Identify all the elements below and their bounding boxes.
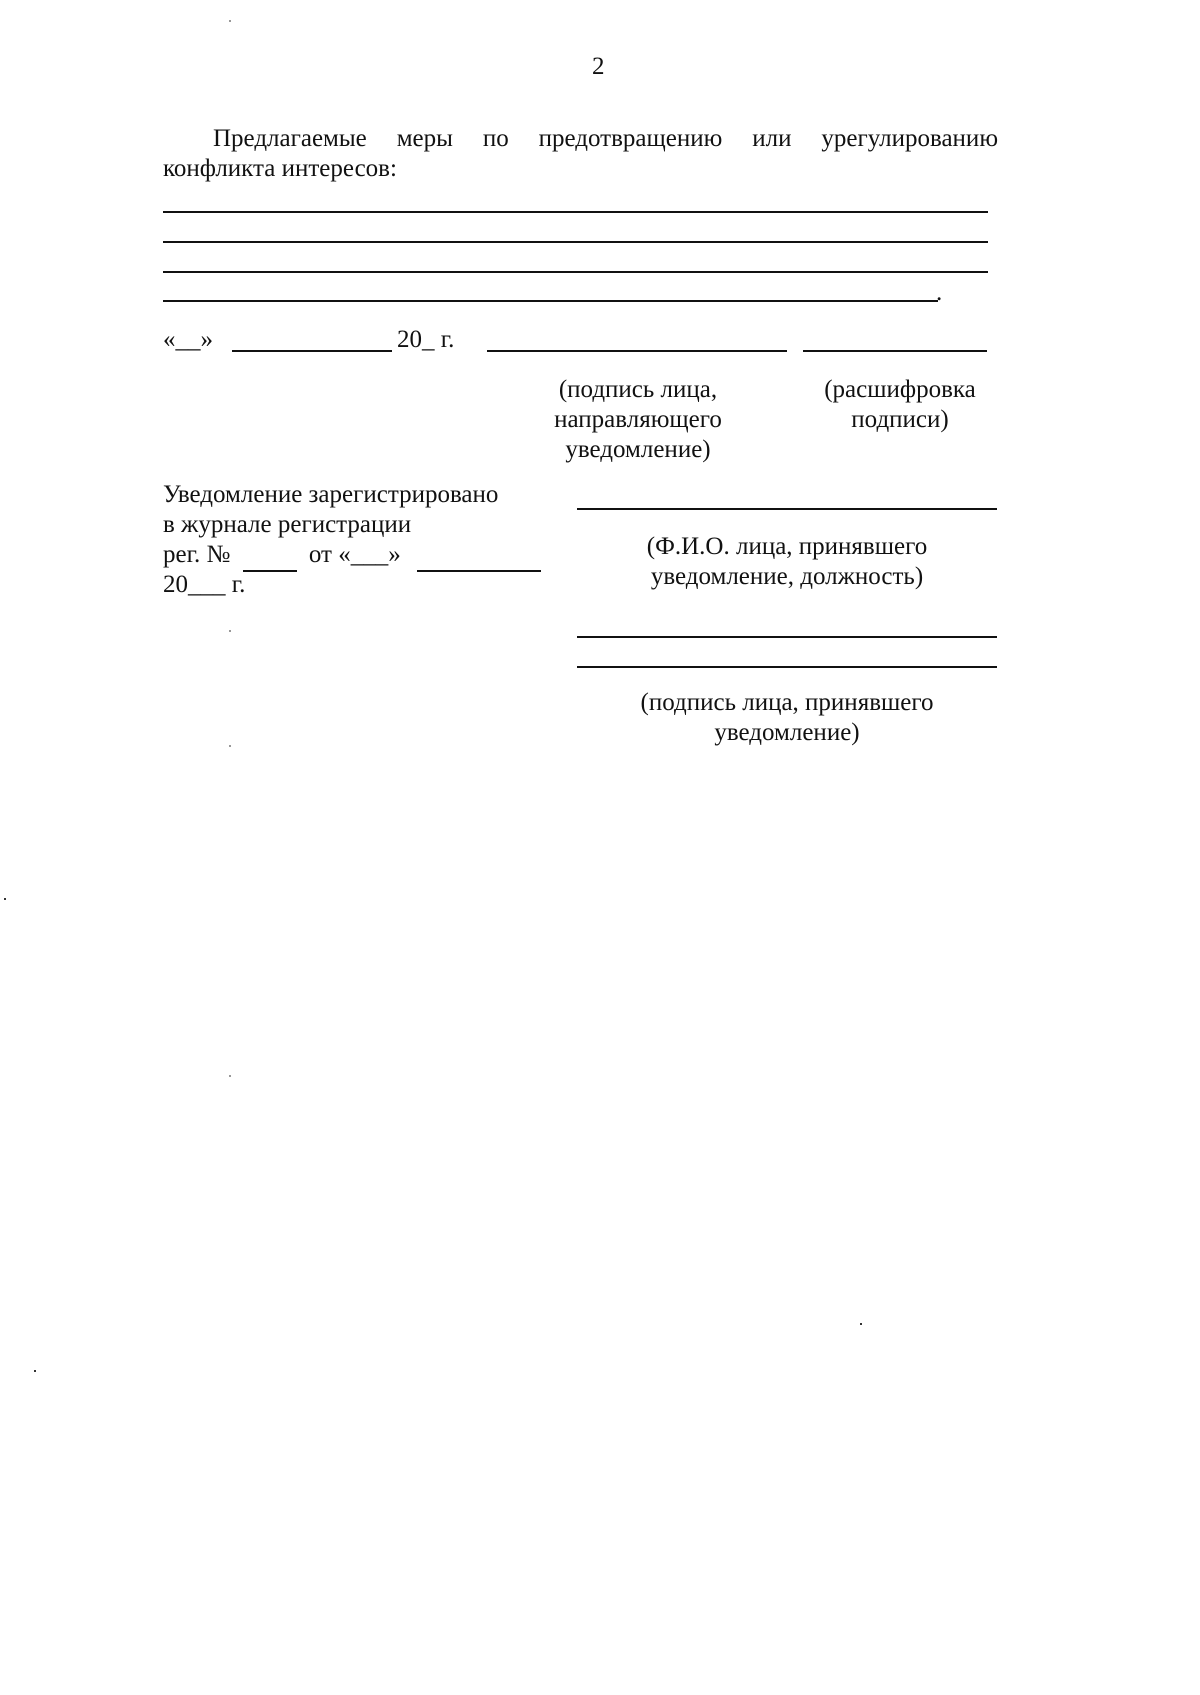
measures-paragraph: Предлагаемые меры по предотвращению или урегулированию конфликта интересов: bbox=[163, 125, 998, 182]
signature-blank[interactable] bbox=[487, 350, 787, 352]
receiver-name-caption bbox=[577, 532, 997, 592]
registration-line: Уведомление зарегистрировано bbox=[163, 481, 499, 508]
page-number: 2 bbox=[592, 53, 605, 80]
caption-line: уведомление, должность) bbox=[650, 563, 924, 590]
scan-speck bbox=[229, 20, 231, 22]
date-day-field: «__» bbox=[163, 326, 213, 353]
caption-line: (подпись лица, bbox=[558, 376, 718, 403]
caption-line: (расшифровка bbox=[824, 376, 976, 403]
scan-speck bbox=[229, 1075, 231, 1077]
caption-line: (Ф.И.О. лица, принявшего bbox=[646, 533, 928, 560]
reg-date-month-blank[interactable] bbox=[417, 540, 541, 572]
measures-blank-line-2[interactable] bbox=[163, 241, 988, 243]
measures-blank-line-3[interactable] bbox=[163, 271, 988, 273]
caption-line: подписи) bbox=[851, 406, 949, 433]
measures-blank-line-1[interactable] bbox=[163, 211, 988, 213]
signer-caption bbox=[528, 375, 748, 465]
receiver-signature-blank-1[interactable] bbox=[577, 636, 997, 638]
scan-speck bbox=[4, 898, 6, 900]
scan-speck bbox=[34, 1370, 36, 1372]
date-year: 20_ г. bbox=[397, 326, 455, 353]
scan-speck bbox=[860, 1323, 862, 1325]
registration-line: в журнале регистрации bbox=[163, 511, 412, 538]
date-month-blank[interactable] bbox=[232, 350, 392, 352]
signature-decoding-blank[interactable] bbox=[803, 350, 987, 352]
scan-speck bbox=[229, 745, 231, 747]
registration-block bbox=[163, 480, 541, 600]
caption-line: уведомление) bbox=[714, 719, 860, 746]
measures-blank-line-4[interactable] bbox=[163, 300, 938, 302]
registration-number-row bbox=[163, 540, 541, 570]
receiver-name-blank[interactable] bbox=[577, 508, 997, 510]
caption-line: уведомление) bbox=[565, 436, 711, 463]
reg-number-label: рег. № bbox=[163, 541, 231, 568]
receiver-signature-caption bbox=[577, 688, 997, 748]
caption-line: (подпись лица, принявшего bbox=[640, 689, 934, 716]
decoding-caption bbox=[800, 375, 1000, 435]
caption-line: направляющего bbox=[554, 406, 722, 433]
reg-number-blank[interactable] bbox=[243, 540, 297, 572]
scan-speck bbox=[229, 630, 231, 632]
reg-date-day: от «___» bbox=[308, 541, 401, 568]
line-end-period: . bbox=[936, 279, 943, 306]
receiver-signature-blank-2[interactable] bbox=[577, 666, 997, 668]
reg-year: 20___ г. bbox=[163, 571, 246, 598]
